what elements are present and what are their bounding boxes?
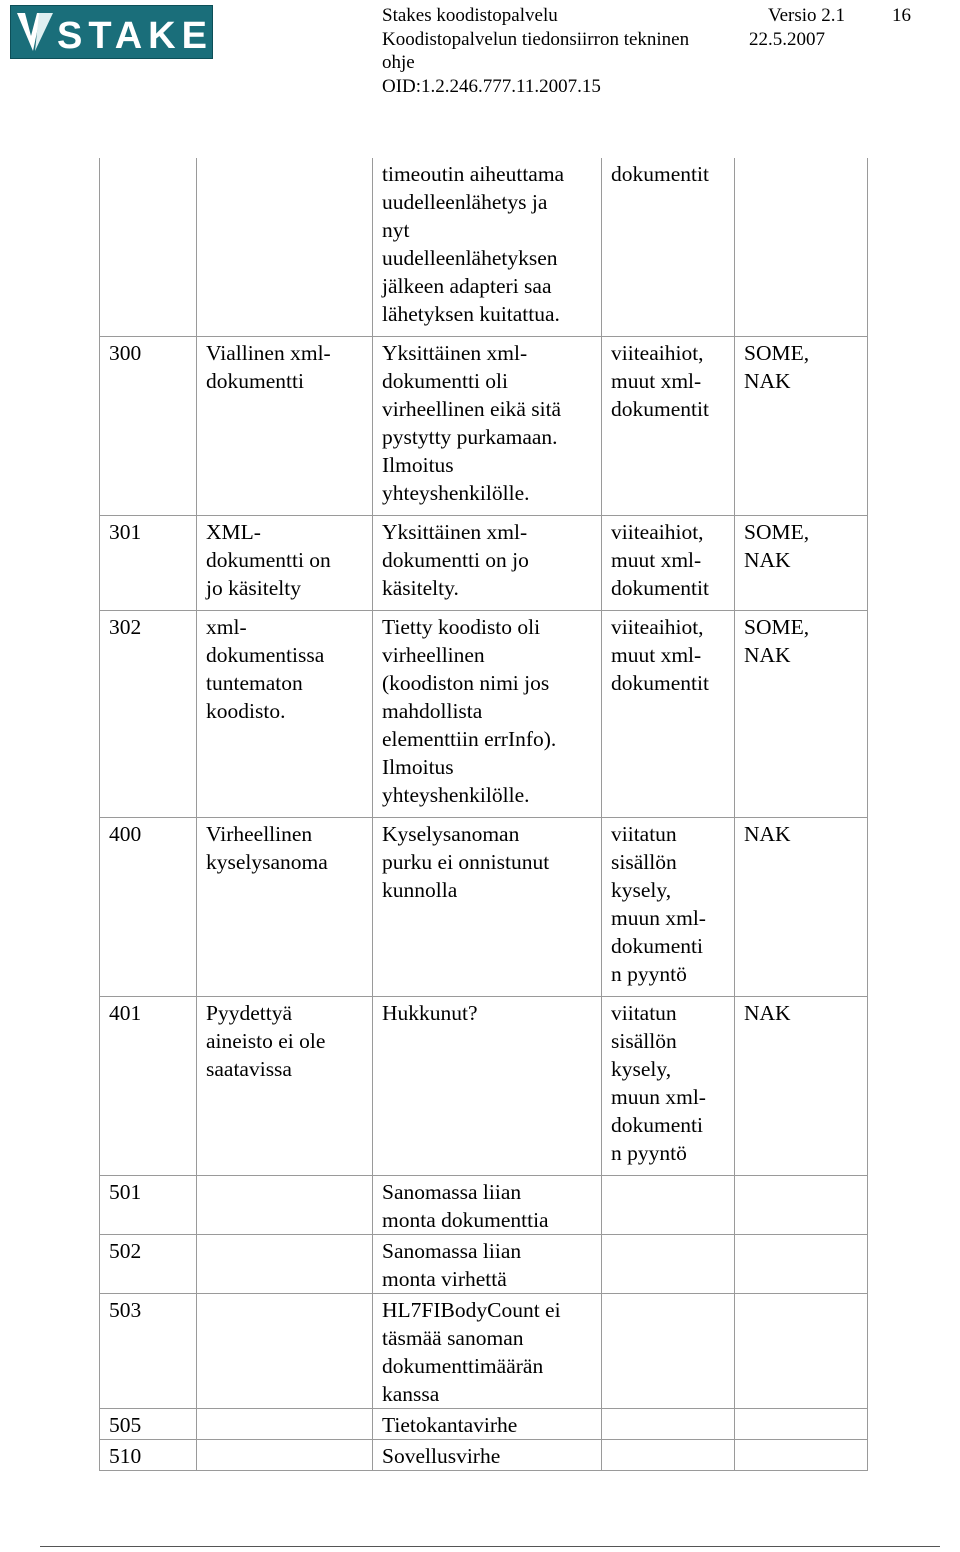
response-cell [735,1294,868,1409]
content-type-cell: viitatun sisällön kysely, muun xml- dokumenti n pyyntö [602,818,735,997]
error-description-cell: HL7FIBodyCount ei täsmää sanoman dokumenttimäärän kanssa [373,1294,602,1409]
footer-rule [40,1546,940,1547]
error-name-cell [197,158,373,337]
error-code-table [99,158,868,1471]
error-code-cell: 302 [100,611,197,818]
document-version: Versio 2.1 [768,5,846,26]
response-cell: SOME, NAK [735,516,868,611]
table-row [100,1294,868,1409]
error-name-cell [197,1294,373,1409]
error-code-cell: 502 [100,1235,197,1294]
error-code-cell: 503 [100,1294,197,1409]
error-code-cell: 300 [100,337,197,516]
error-name-cell: Viallinen xml- dokumentti [197,337,373,516]
content-type-cell [602,1176,735,1235]
error-description-cell: Yksittäinen xml- dokumentti oli virheellinen eikä sitä pystytty purkamaan. Ilmoitus yhteyshenkilölle. [373,337,602,516]
error-description-cell: Sanomassa liian monta dokumenttia [373,1176,602,1235]
error-name-cell: Pyydettyä aineisto ei ole saatavissa [197,997,373,1176]
error-description-cell: Tietty koodisto oli virheellinen (koodiston nimi jos mahdollista elementtiin errInfo). Ilmoitus yhteyshenkilölle. [373,611,602,818]
document-date: 22.5.2007 [749,29,825,50]
response-cell [735,1176,868,1235]
content-type-cell: viiteaihiot, muut xml- dokumentit [602,611,735,818]
content-type-cell: viitatun sisällön kysely, muun xml- dokumenti n pyyntö [602,997,735,1176]
page-number: 16 [892,5,911,26]
error-description-cell: Kyselysanoman purku ei onnistunut kunnolla [373,818,602,997]
table-row [100,158,868,337]
response-cell [735,1235,868,1294]
table-row [100,1440,868,1471]
error-name-cell [197,1409,373,1440]
response-cell: NAK [735,818,868,997]
error-description-cell: Sovellusvirhe [373,1440,602,1471]
svg-text:STAKES: STAKES [57,15,245,57]
table-row [100,1235,868,1294]
response-cell [735,1440,868,1471]
stakes-logo [10,5,245,59]
content-type-cell: viiteaihiot, muut xml- dokumentit [602,516,735,611]
table-row [100,516,868,611]
content-type-cell: dokumentit [602,158,735,337]
content-type-cell [602,1294,735,1409]
error-name-cell: Virheellinen kyselysanoma [197,818,373,997]
response-cell: NAK [735,997,868,1176]
error-name-cell [197,1235,373,1294]
error-name-cell: XML- dokumentti on jo käsitelty [197,516,373,611]
table-row [100,337,868,516]
error-code-cell: 501 [100,1176,197,1235]
error-code-cell [100,158,197,337]
error-code-cell: 510 [100,1440,197,1471]
table-row [100,1176,868,1235]
content-type-cell [602,1235,735,1294]
document-title-block: Stakes koodistopalvelu Koodistopalvelun tiedonsiirron tekninen ohje OID:1.2.246.777.11.2007.15 [382,5,690,97]
table-row [100,611,868,818]
error-description-cell: Yksittäinen xml- dokumentti on jo käsitelty. [373,516,602,611]
content-type-cell: viiteaihiot, muut xml- dokumentit [602,337,735,516]
error-code-cell: 301 [100,516,197,611]
error-code-cell: 400 [100,818,197,997]
content-type-cell [602,1440,735,1471]
response-cell: SOME, NAK [735,337,868,516]
error-code-cell: 401 [100,997,197,1176]
content-type-cell [602,1409,735,1440]
error-name-cell [197,1440,373,1471]
table-row [100,818,868,997]
error-code-cell: 505 [100,1409,197,1440]
error-description-cell: Tietokantavirhe [373,1409,602,1440]
response-cell [735,158,868,337]
error-description-cell: Hukkunut? [373,997,602,1176]
table-row [100,997,868,1176]
error-description-cell: timeoutin aiheuttama uudelleenlähetys ja nyt uudelleenlähetyksen jälkeen adapteri saa lähetyksen kuitattua. [373,158,602,337]
error-name-cell: xml- dokumentissa tuntematon koodisto. [197,611,373,818]
table-row [100,1409,868,1440]
response-cell [735,1409,868,1440]
response-cell: SOME, NAK [735,611,868,818]
error-name-cell [197,1176,373,1235]
error-description-cell: Sanomassa liian monta virhettä [373,1235,602,1294]
